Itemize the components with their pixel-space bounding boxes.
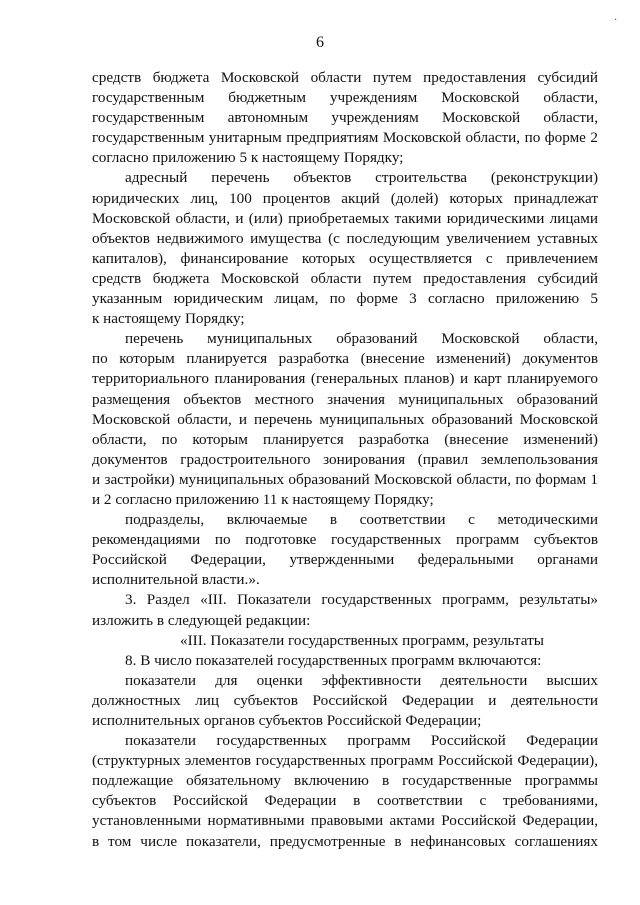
text-line: и застройки) муниципальных образований Московской области, по формам 1 — [92, 470, 598, 488]
paragraph — [92, 671, 598, 731]
text-line: Российской Федерации, утвержденными федеральными органами — [92, 551, 598, 569]
paragraph — [92, 590, 598, 630]
text-line: согласно приложению 5 к настоящему Порядку; — [92, 149, 404, 167]
text-line: в том числе показатели, предусмотренные в нефинансовых соглашениях — [92, 832, 598, 850]
text-line: области, по которым планируется разработка (внесение изменений) — [92, 430, 598, 448]
page-number: 6 — [316, 34, 324, 51]
text-line: Московской области, и перечень муниципальных образований Московской — [92, 410, 598, 428]
text-line: средств бюджета Московской области путем предоставления субсидий — [92, 269, 598, 287]
text-line: государственным унитарным предприятиям Московской области, по форме 2 — [92, 129, 598, 147]
text-line: документов градостроительного зонирования (правил землепользования — [92, 450, 598, 468]
scan-speck: · — [614, 15, 618, 26]
text-line: юридических лиц, 100 процентов акций (долей) которых принадлежат — [92, 189, 598, 207]
text-line: и 2 согласно приложению 11 к настоящему Порядку; — [92, 490, 434, 508]
text-line: 8. В число показателей государственных программ включаются: — [125, 651, 542, 669]
paragraph — [92, 631, 598, 651]
text-line: 3. Раздел «III. Показатели государственных программ, результаты» — [125, 591, 598, 609]
text-line: установленными нормативными правовыми актами Российской Федерации, — [92, 812, 598, 830]
paragraph — [92, 68, 598, 168]
text-line: Московской области, и (или) приобретаемых такими юридическими лицами — [92, 209, 598, 227]
text-line: к настоящему Порядку; — [92, 310, 245, 328]
text-line: исполнительной власти.». — [92, 571, 260, 589]
text-line: по которым планируется разработка (внесение изменений) документов — [92, 350, 598, 368]
paragraph — [92, 731, 598, 852]
text-line: средств бюджета Московской области путем предоставления субсидий — [92, 69, 598, 86]
document-body — [92, 68, 598, 852]
text-line: объектов недвижимого имущества (с последующим увеличением уставных — [92, 229, 598, 247]
text-line: территориального планирования (генеральных планов) и карт планируемого — [92, 370, 598, 388]
text-line: перечень муниципальных образований Московской области, — [125, 330, 598, 348]
text-line: государственным бюджетным учреждениям Московской области, — [92, 89, 598, 107]
text-line: показатели для оценки эффективности деятельности высших — [125, 671, 598, 689]
text-line: изложить в следующей редакции: — [92, 611, 311, 629]
text-line: государственным автономным учреждениям Московской области, — [92, 109, 598, 127]
text-line: адресный перечень объектов строительства (реконструкции) — [125, 169, 598, 187]
paragraph — [92, 168, 598, 329]
text-line: (структурных элементов государственных программ Российской Федерации), — [92, 752, 598, 770]
paragraph — [92, 510, 598, 590]
text-line: капиталов), финансирование которых осуществляется с привлечением — [92, 249, 598, 267]
text-line: исполнительных органов субъектов Российской Федерации; — [92, 712, 482, 729]
text-line: указанным юридическим лицам, по форме 3 согласно приложению 5 — [92, 290, 598, 308]
text-line: показатели государственных программ Российской Федерации — [125, 732, 598, 750]
paragraph — [92, 329, 598, 510]
text-line: подлежащие обязательному включению в государственные программы — [92, 772, 598, 790]
text-line: размещения объектов местного значения муниципальных образований — [92, 390, 598, 408]
text-line: рекомендациями по подготовке государственных программ субъектов — [92, 531, 598, 549]
text-line: «III. Показатели государственных программ, результаты — [180, 631, 544, 649]
text-line: субъектов Российской Федерации в соответствии с требованиями, — [92, 792, 598, 810]
text-line: подразделы, включаемые в соответствии с методическими — [125, 511, 598, 529]
paragraph — [92, 651, 598, 671]
text-line: должностных лиц субъектов Российской Федерации и деятельности — [92, 691, 598, 709]
